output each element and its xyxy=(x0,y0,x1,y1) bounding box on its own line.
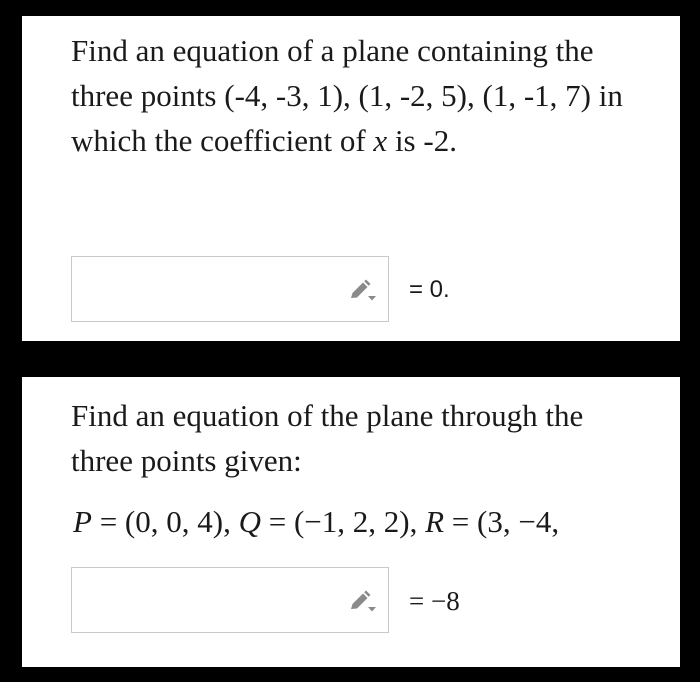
point-q-equals: = xyxy=(260,504,294,539)
question-card-1 xyxy=(22,16,680,341)
pencil-dropdown-icon[interactable] xyxy=(348,590,378,614)
point-p-value: (0, 0, 4) xyxy=(124,504,224,539)
question-1-prompt-text: Find an equation of a plane containing the three points (-4, -3, 1), (1, -2, 5), (1, -1, 7) in which the coefficient of xyxy=(71,33,623,158)
question-card-2 xyxy=(22,377,680,667)
pencil-dropdown-icon[interactable] xyxy=(348,279,378,303)
question-2-points xyxy=(73,502,559,542)
question-1-variable: x xyxy=(373,123,388,158)
point-p-equals: = xyxy=(91,504,125,539)
question-1-equation-suffix: = 0. xyxy=(409,276,450,303)
point-r-equals: = xyxy=(444,504,478,539)
question-2-equation-suffix: = −8 xyxy=(409,586,460,616)
points-separator-2: , xyxy=(409,504,426,539)
question-2-prompt: Find an equation of the plane through the three points given: xyxy=(71,398,584,478)
point-p-name: P xyxy=(73,504,92,539)
points-separator-1: , xyxy=(223,504,239,539)
point-r-name: R xyxy=(425,504,445,539)
question-1-prompt xyxy=(71,28,631,163)
question-1-answer-input[interactable] xyxy=(71,256,389,322)
question-1-prompt-end: is -2. xyxy=(387,123,457,158)
point-q-value: (−1, 2, 2) xyxy=(293,504,410,539)
point-r-value: (3, −4, xyxy=(477,504,560,539)
question-2-answer-input[interactable] xyxy=(71,567,389,633)
point-q-name: Q xyxy=(238,504,261,539)
